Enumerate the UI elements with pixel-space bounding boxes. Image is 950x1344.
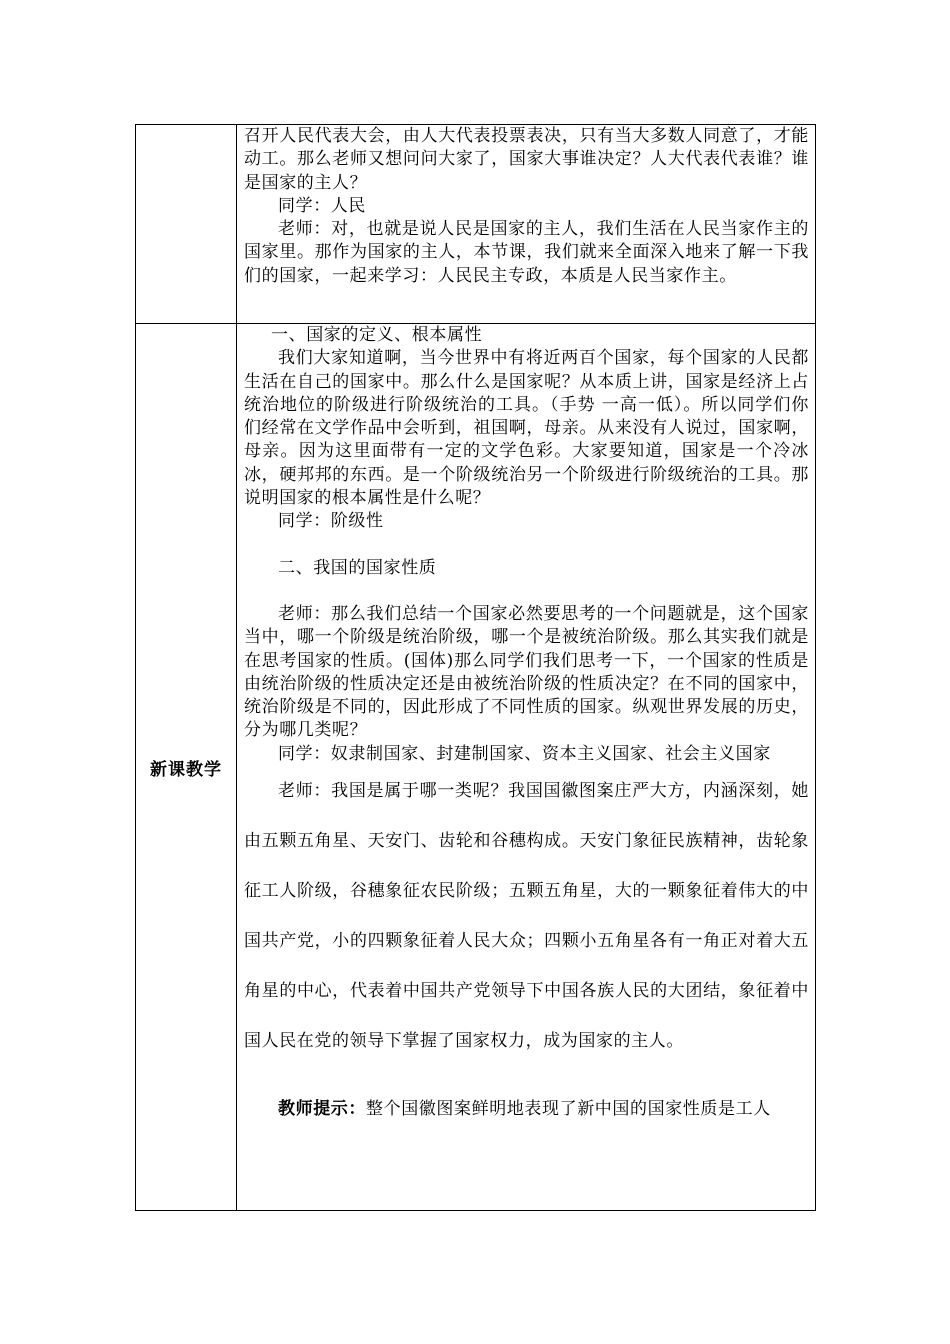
content-cell — [237, 324, 816, 1211]
table-row — [136, 125, 816, 324]
student-reply: 同学：阶级性 — [278, 511, 384, 532]
student-reply: 同学：奴隶制国家、封建制国家、资本主义国家、社会主义国家 — [278, 743, 771, 764]
paragraph: 老师：对，也就是说人民是国家的主人，我们生活在人民当家作主的国家里。那作为国家的主人，本节课，我们就来全面深入地来了解一下我们的国家，一起来学习：人民民主专政，本质是人民当家作主。 — [244, 219, 809, 286]
teacher-tip — [244, 1089, 809, 1129]
student-reply: 同学：人民 — [278, 195, 366, 216]
row-label — [136, 324, 237, 1211]
section-heading: 一、国家的定义、根本属性 — [271, 325, 483, 345]
row-label-empty — [136, 125, 237, 324]
section-heading: 二、我国的国家性质 — [278, 557, 437, 578]
paragraph: 老师：我国是属于哪一类呢？我国国徽图案庄严大方，内涵深刻，她由五颗五角星、天安门、齿轮和谷穗构成。天安门象征民族精神，齿轮象征工人阶级，谷穗象征农民阶级；五颗五角星，大的一颗象征着伟大的中国共产党，小的四颗象征着人民大众；四颗小五角星各有一角正对着大五角星的中心，代表着中国共产党领导下中国各族人民的大团结，象征着中国人民在党的领导下掌握了国家权力，成为国家的主人。 — [244, 781, 809, 1052]
row-label-text: 新课教学 — [150, 759, 222, 780]
lesson-plan-table — [135, 124, 816, 1211]
paragraph: 我们大家知道啊，当今世界中有将近两百个国家，每个国家的人民都生活在自己的国家中。那么什么是国家呢？从本质上讲，国家是经济上占统治地位的阶级进行阶级统治的工具。（手势 一高一低）。所以同学们你们经常在文学作品中会听到，祖国啊，母亲。从来没有人说过，国家啊，母亲。因为这里面带有一定的文学色彩。大家要知道，国家是一个冷冰冰，硬邦邦的东西。是一个阶级统治另一个阶级进行阶级统治的工具。那说明国家的根本属性是什么呢？ — [244, 348, 809, 509]
table-row — [136, 324, 816, 1211]
content-cell — [237, 125, 816, 324]
paragraph: 召开人民代表大会，由人大代表投票表决，只有当大多数人同意了，才能动工。那么老师又想问问大家了，国家大事谁决定？人大代表代表谁？谁是国家的主人？ — [244, 126, 809, 193]
teacher-tip-label: 教师提示： — [278, 1099, 366, 1120]
paragraph: 老师：那么我们总结一个国家必然要思考的一个问题就是，这个国家当中，哪一个阶级是统治阶级，哪一个是被统治阶级。那么其实我们就是在思考国家的性质。(国体)那么同学们我们思考一下，一个国家的性质是由统治阶级的性质决定还是由被统治阶级的性质决定？在不同的国家中，统治阶级是不同的，因此形成了不同性质的国家。纵观世界发展的历史，分为哪几类呢？ — [244, 603, 809, 741]
teacher-tip-text: 整个国徽图案鲜明地表现了新中国的国家性质是工人 — [366, 1099, 771, 1120]
